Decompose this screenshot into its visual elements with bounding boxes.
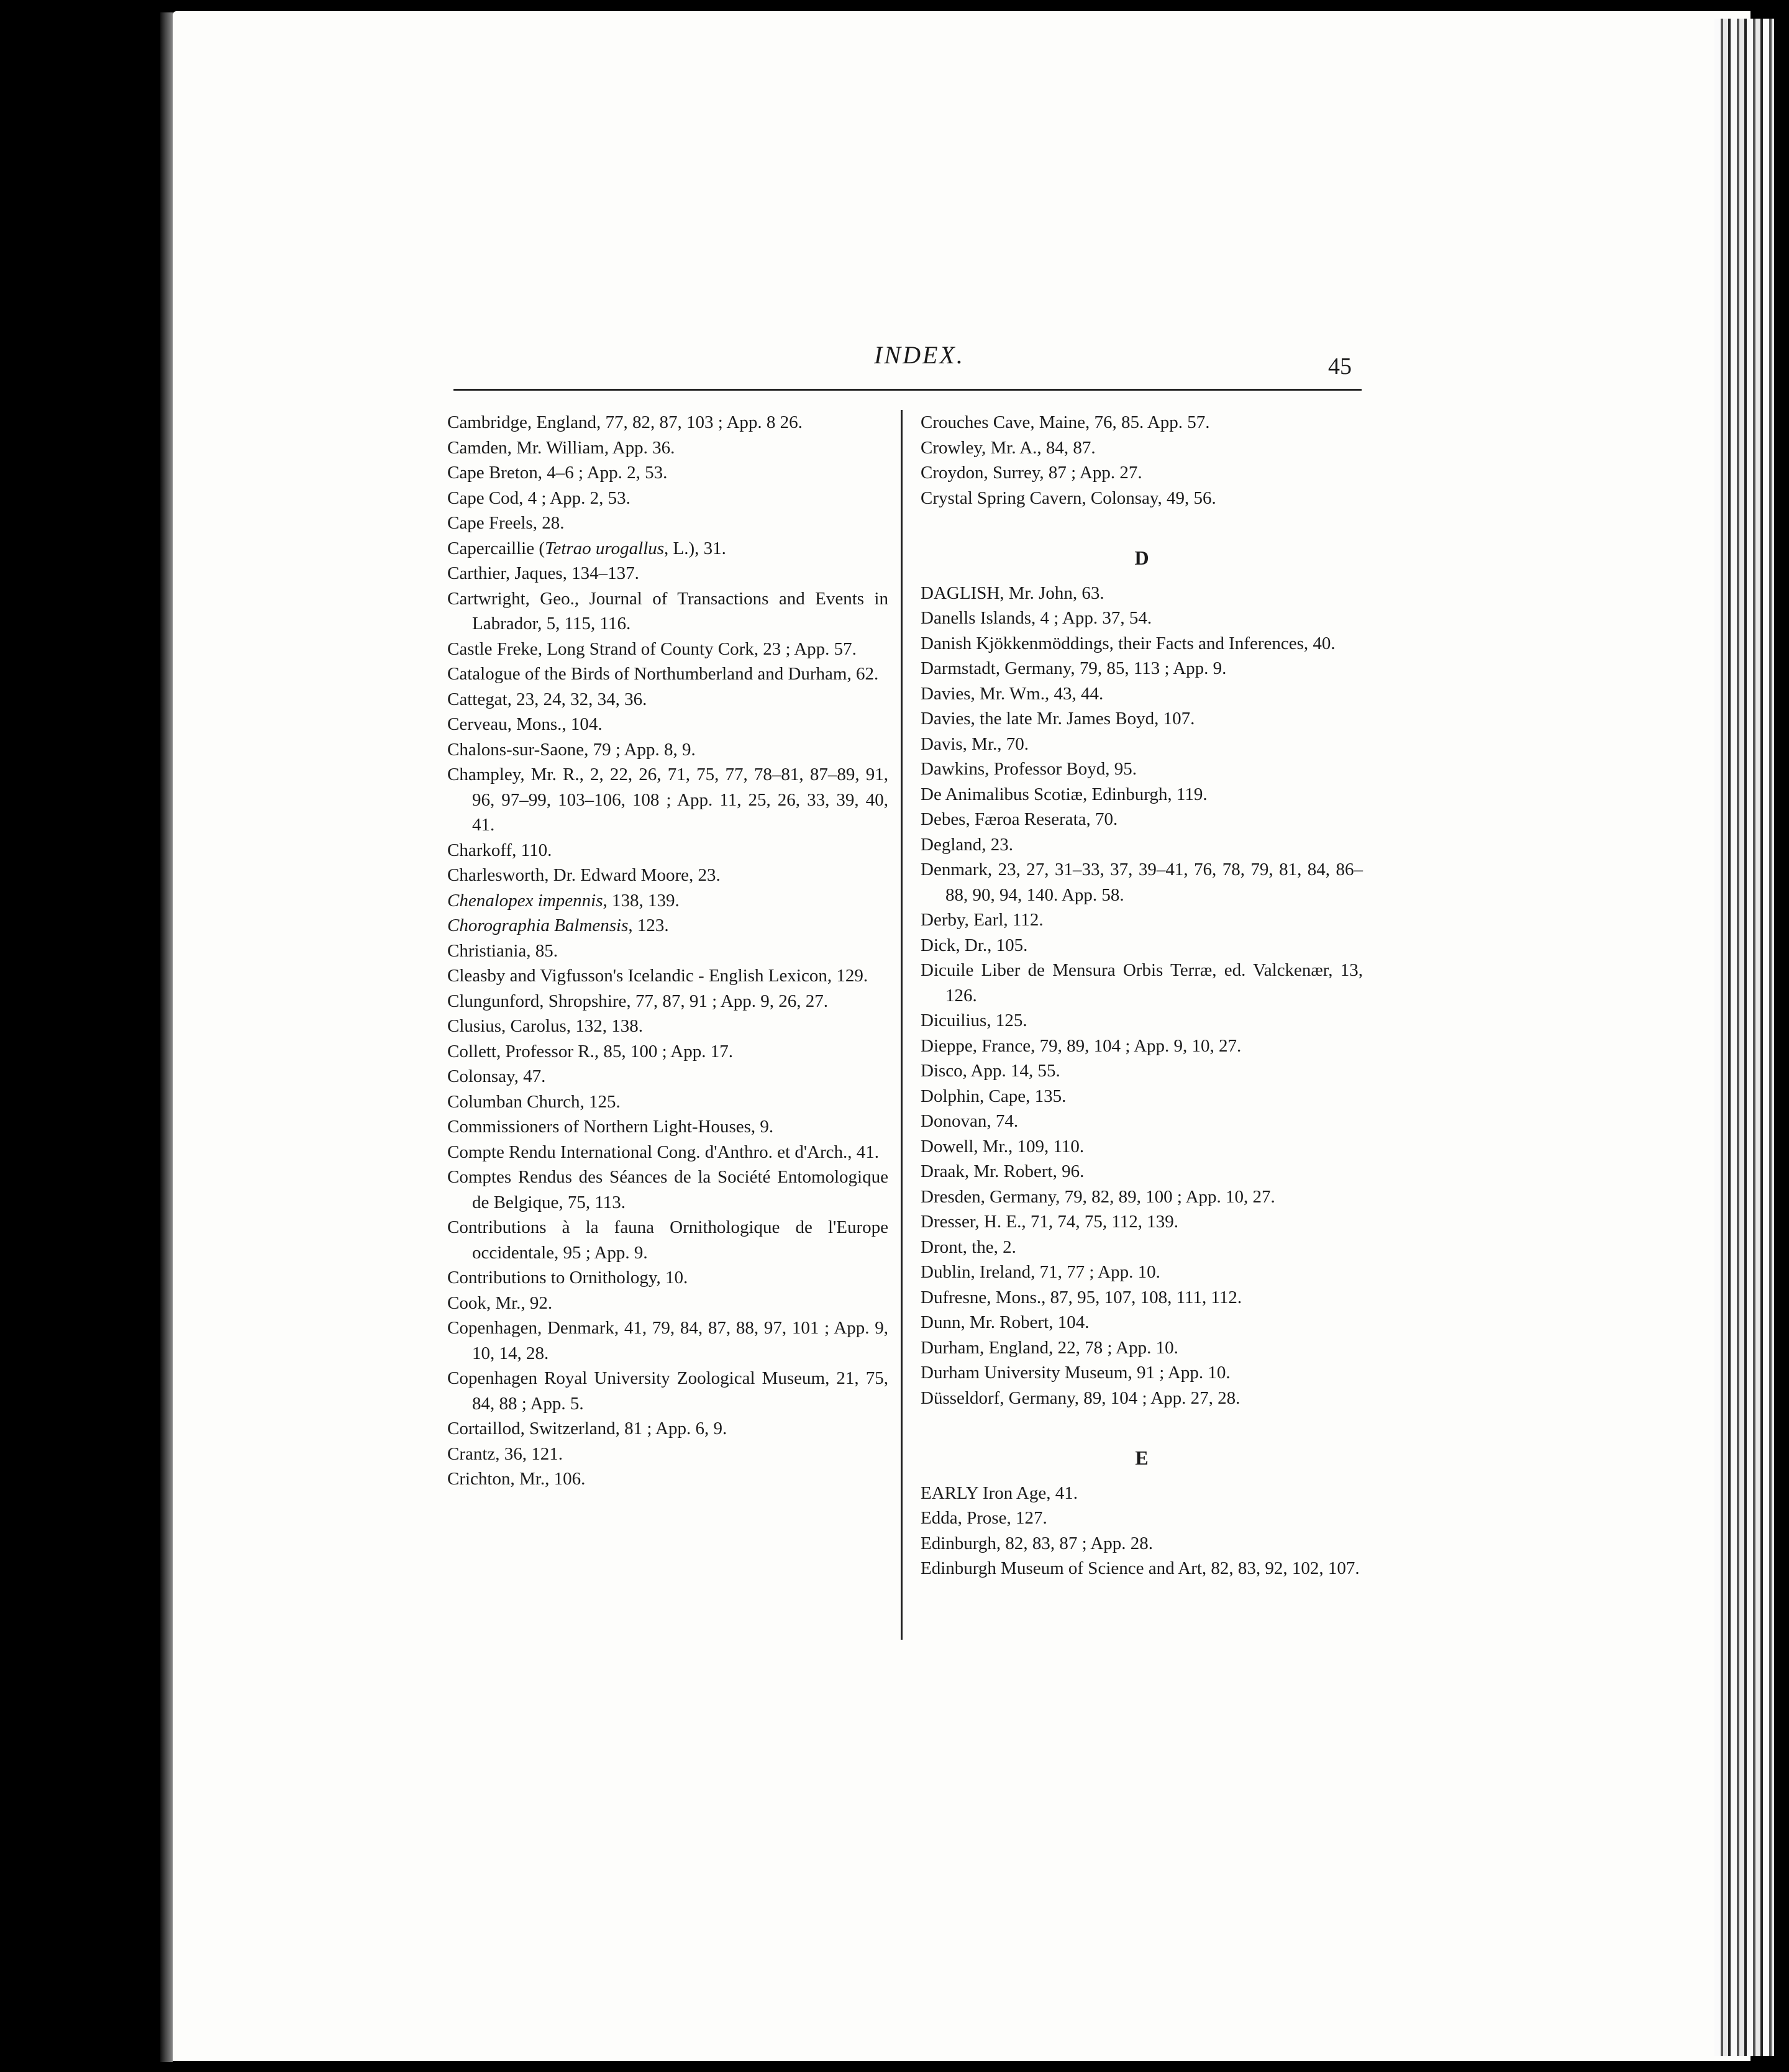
- running-title: INDEX.: [874, 341, 965, 369]
- index-column-left: [447, 410, 888, 1492]
- index-entry: Cambridge, England, 77, 82, 87, 103 ; App. 8 26.: [447, 412, 803, 432]
- index-entry: Dufresne, Mons., 87, 95, 107, 108, 111, 112.: [921, 1287, 1242, 1307]
- index-entry: Dicuilius, 125.: [921, 1011, 1027, 1030]
- index-entry: Collett, Professor R., 85, 100 ; App. 17.: [447, 1041, 733, 1061]
- index-entry: Cook, Mr., 92.: [447, 1293, 553, 1313]
- index-entry: Dolphin, Cape, 135.: [921, 1086, 1067, 1106]
- index-entry: Cape Cod, 4 ; App. 2, 53.: [447, 488, 630, 508]
- index-entry: Crichton, Mr., 106.: [447, 1469, 586, 1489]
- index-entry: Dawkins, Professor Boyd, 95.: [921, 759, 1137, 779]
- index-entry: Dublin, Ireland, 71, 77 ; App. 10.: [921, 1262, 1160, 1282]
- index-entry: Cerveau, Mons., 104.: [447, 714, 603, 734]
- index-entry: Copenhagen, Denmark, 41, 79, 84, 87, 88, 97, 101 ; App. 9, 10, 14, 28.: [447, 1318, 888, 1363]
- index-entry: Davies, the late Mr. James Boyd, 107.: [921, 709, 1195, 729]
- index-entry: Crouches Cave, Maine, 76, 85. App. 57.: [921, 412, 1210, 432]
- index-entry: Carthier, Jaques, 134–137.: [447, 563, 639, 583]
- index-entry: Dresden, Germany, 79, 82, 89, 100 ; App. 10, 27.: [921, 1186, 1275, 1207]
- index-entry: Disco, App. 14, 55.: [921, 1061, 1060, 1081]
- index-entry: Dunn, Mr. Robert, 104.: [921, 1312, 1090, 1332]
- index-entry: Croydon, Surrey, 87 ; App. 27.: [921, 463, 1142, 483]
- index-entry: Cartwright, Geo., Journal of Transactions and Events in Labrador, 5, 115, 116.: [447, 588, 888, 634]
- index-entry: Cleasby and Vigfusson's Icelandic - English Lexicon, 129.: [447, 966, 868, 986]
- index-entry: Debes, Færoa Reserata, 70.: [921, 809, 1118, 829]
- index-entry: EARLY Iron Age, 41.: [921, 1483, 1078, 1503]
- index-entry: Draak, Mr. Robert, 96.: [921, 1161, 1085, 1181]
- index-entry: Castle Freke, Long Strand of County Cork, 23 ; App. 57.: [447, 638, 857, 659]
- index-entry: Clusius, Carolus, 132, 138.: [447, 1016, 643, 1036]
- index-entry: Edinburgh Museum of Science and Art, 82, 83, 92, 102, 107.: [921, 1558, 1360, 1578]
- index-section-d: [921, 581, 1363, 1411]
- index-entry: Cape Breton, 4–6 ; App. 2, 53.: [447, 463, 668, 483]
- index-entry: De Animalibus Scotiæ, Edinburgh, 119.: [921, 784, 1208, 804]
- index-entry: Edda, Prose, 127.: [921, 1508, 1047, 1528]
- column-divider: [901, 410, 903, 1640]
- index-entry: Degland, 23.: [921, 834, 1013, 855]
- index-entry: Durham University Museum, 91 ; App. 10.: [921, 1363, 1231, 1383]
- index-entry: Darmstadt, Germany, 79, 85, 113 ; App. 9.: [921, 658, 1227, 678]
- index-entry: Dowell, Mr., 109, 110.: [921, 1136, 1085, 1156]
- index-entry: Colonsay, 47.: [447, 1066, 546, 1086]
- index-entry: Dick, Dr., 105.: [921, 935, 1028, 955]
- index-entry: Charlesworth, Dr. Edward Moore, 23.: [447, 865, 721, 885]
- index-section-c-continued: [921, 410, 1363, 511]
- index-entry: Champley, Mr. R., 2, 22, 26, 71, 75, 77, 78–81, 87–89, 91, 96, 97–99, 103–106, 108 ; App. 11, 25, 26, 33, 39, 40, 41.: [447, 765, 888, 835]
- index-entry: Crystal Spring Cavern, Colonsay, 49, 56.: [921, 488, 1216, 508]
- index-entry: Commissioners of Northern Light-Houses, 9.: [447, 1117, 774, 1137]
- header-rule: [453, 389, 1362, 391]
- index-entry: Danish Kjökkenmöddings, their Facts and Inferences, 40.: [921, 633, 1336, 653]
- index-section-e: [921, 1481, 1363, 1581]
- index-entry: Copenhagen Royal University Zoological Museum, 21, 75, 84, 88 ; App. 5.: [447, 1368, 888, 1414]
- index-entry: Compte Rendu International Cong. d'Anthro. et d'Arch., 41.: [447, 1142, 880, 1162]
- index-entry: DAGLISH, Mr. John, 63.: [921, 583, 1104, 603]
- scan-left-edge: [160, 12, 173, 2062]
- index-entry: Columban Church, 125.: [447, 1091, 621, 1112]
- index-entry: Contributions to Ornithology, 10.: [447, 1268, 688, 1288]
- index-entry: Charkoff, 110.: [447, 840, 552, 860]
- index-entry: Cattegat, 23, 24, 32, 34, 36.: [447, 689, 647, 709]
- index-entry: Capercaillie (Tetrao urogallus, L.), 31.: [447, 538, 726, 558]
- index-entry: Düsseldorf, Germany, 89, 104 ; App. 27, 28.: [921, 1388, 1240, 1408]
- page-number: 45: [1328, 353, 1352, 379]
- index-entry: Denmark, 23, 27, 31–33, 37, 39–41, 76, 78, 79, 81, 84, 86–88, 90, 94, 140. App. 58.: [921, 860, 1363, 905]
- index-entry: Christiania, 85.: [447, 940, 558, 961]
- index-entry: Dicuile Liber de Mensura Orbis Terræ, ed. Valckenær, 13, 126.: [921, 960, 1363, 1006]
- index-entry: Donovan, 74.: [921, 1111, 1019, 1131]
- index-entry: Chalons-sur-Saone, 79 ; App. 8, 9.: [447, 739, 696, 760]
- index-entry: Chorographia Balmensis, 123.: [447, 916, 669, 935]
- index-entry: Camden, Mr. William, App. 36.: [447, 437, 675, 458]
- index-entry: Dieppe, France, 79, 89, 104 ; App. 9, 10, 27.: [921, 1035, 1242, 1056]
- index-entry: Dresser, H. E., 71, 74, 75, 112, 139.: [921, 1212, 1178, 1232]
- index-entry: Davies, Mr. Wm., 43, 44.: [921, 683, 1104, 704]
- index-column-right: [921, 410, 1363, 1581]
- index-entry: Catalogue of the Birds of Northumberland and Durham, 62.: [447, 664, 879, 684]
- section-heading-e: E: [1135, 1447, 1149, 1469]
- index-entry: Crowley, Mr. A., 84, 87.: [921, 437, 1096, 458]
- index-entry: Durham, England, 22, 78 ; App. 10.: [921, 1337, 1178, 1358]
- section-heading-d: D: [1134, 547, 1149, 569]
- index-entry: Clungunford, Shropshire, 77, 87, 91 ; App. 9, 26, 27.: [447, 991, 829, 1011]
- index-entry: Comptes Rendus des Séances de la Société Entomologique de Belgique, 75, 113.: [447, 1167, 888, 1212]
- index-entry: Contributions à la fauna Ornithologique de l'Europe occidentale, 95 ; App. 9.: [447, 1217, 888, 1263]
- index-entry: Dront, the, 2.: [921, 1237, 1016, 1257]
- scan-right-edge: [1774, 19, 1789, 2072]
- index-entry: Derby, Earl, 112.: [921, 910, 1044, 930]
- index-entry: Crantz, 36, 121.: [447, 1443, 563, 1464]
- index-entry: Cortaillod, Switzerland, 81 ; App. 6, 9.: [447, 1419, 727, 1438]
- index-entry: Danells Islands, 4 ; App. 37, 54.: [921, 608, 1152, 628]
- index-entry: Davis, Mr., 70.: [921, 734, 1029, 754]
- index-entry: Edinburgh, 82, 83, 87 ; App. 28.: [921, 1533, 1154, 1553]
- index-entry: Cape Freels, 28.: [447, 513, 565, 533]
- index-entry: Chenalopex impennis, 138, 139.: [447, 890, 680, 911]
